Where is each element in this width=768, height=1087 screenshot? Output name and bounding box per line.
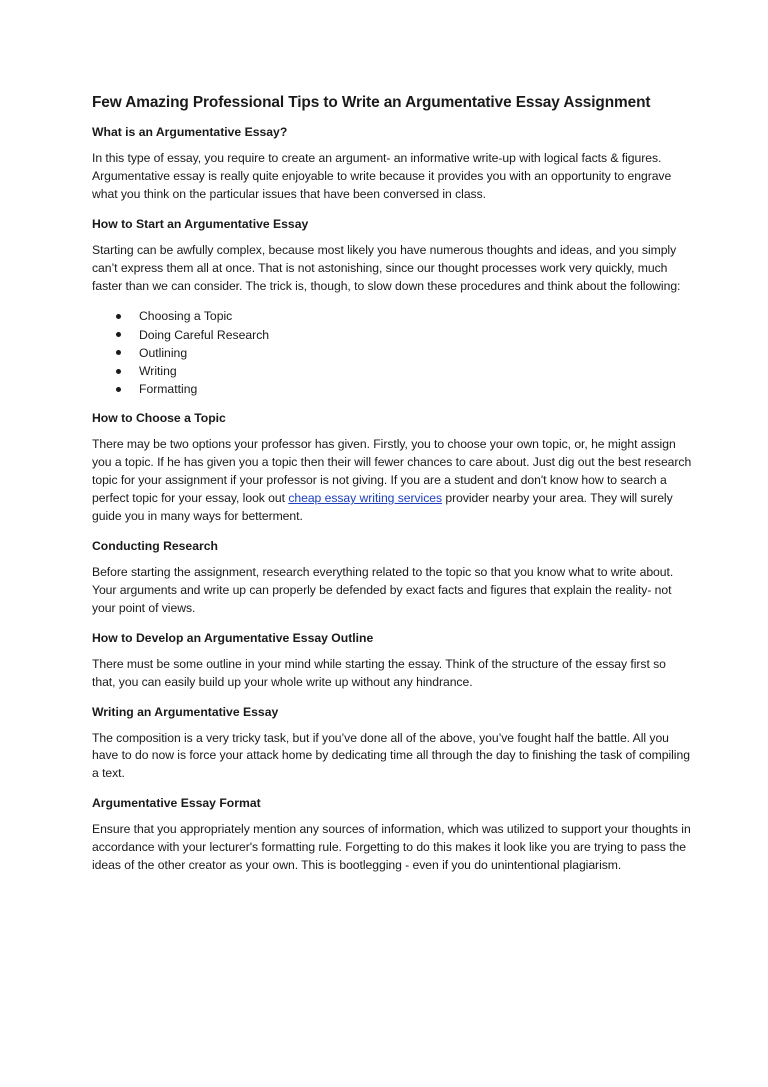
section-paragraph: Ensure that you appropriately mention any sources of information, which was utilized to support your thoughts in accordance with your lecturer's formatting rule. Forgetting to do this makes it look like you are trying to pass the ideas of the other creator as your own. This is bootlegging - even if you do unintentional plagiarism.	[92, 822, 691, 873]
section-heading: Conducting Research	[92, 538, 218, 553]
section-paragraph	[92, 436, 692, 526]
bullet-icon	[116, 387, 121, 392]
section-heading: What is an Argumentative Essay?	[92, 125, 288, 139]
section-paragraph: In this type of essay, you require to create an argument- an informative write-up with logical facts & figures. Argumentative essay is really quite enjoyable to write because it provides you with an opportunity to engrave what you think on the particular issues that have been conversed in class.	[92, 151, 672, 201]
bullet-icon	[116, 369, 121, 374]
section-format	[92, 795, 692, 875]
section-writing	[92, 704, 692, 784]
list-item-label: Formatting	[139, 382, 198, 397]
section-how-to-start	[92, 216, 692, 399]
list-item	[92, 326, 692, 344]
list-item-label: Writing	[139, 364, 177, 379]
list-item-label: Doing Careful Research	[139, 327, 270, 342]
paragraph-text: provider nearby your area. They will surely guide you in many ways for betterment.	[92, 491, 673, 524]
section-outline	[92, 630, 692, 692]
bullet-list	[92, 307, 692, 398]
section-what-is	[92, 124, 692, 204]
section-heading: How to Choose a Topic	[92, 411, 226, 426]
section-research	[92, 538, 692, 618]
document-title: Few Amazing Professional Tips to Write an Argumentative Essay Assignment	[92, 94, 651, 111]
section-paragraph: The composition is a very tricky task, but if you’ve done all of the above, you’ve fought half the battle. All you have to do now is force your attack home by dedicating time all through the day to finishing the task of compiling a text.	[92, 730, 690, 781]
section-heading: Writing an Argumentative Essay	[92, 704, 279, 719]
paragraph-text: There may be two options your professor has given. Firstly, you to choose your own topic, or, he might assign you a topic. If he has given you a topic then their will fewer chances to care about. Just dig out the best research topic for your assignment if your professor is not giving. If you are a student and don't know how to search a perfect topic for your essay, look out	[92, 437, 692, 506]
list-item-label: Outlining	[139, 345, 188, 360]
section-heading: How to Start an Argumentative Essay	[92, 216, 309, 231]
section-paragraph: Starting can be awfully complex, because most likely you have numerous thoughts and ideas, and you simply can’t express them all at once. That is not astonishing, since our thought processes work very quickly, much faster than we can consider. The trick is, though, to slow down these procedures and think about the following:	[92, 242, 681, 293]
section-paragraph: There must be some outline in your mind while starting the essay. Think of the structure of the essay first so that, you can easily build up your whole write up without any hindrance.	[92, 656, 666, 689]
bullet-icon	[116, 350, 121, 355]
bullet-icon	[116, 332, 121, 337]
list-item	[92, 344, 692, 362]
bullet-icon	[116, 314, 121, 319]
list-item	[92, 380, 692, 398]
cheap-essay-writing-services-link[interactable]: cheap essay writing services	[288, 491, 443, 506]
section-heading: Argumentative Essay Format	[92, 796, 261, 811]
section-choose-topic	[92, 410, 692, 526]
list-item	[92, 362, 692, 380]
section-heading: How to Develop an Argumentative Essay Outline	[92, 630, 374, 645]
document-page	[92, 94, 692, 887]
list-item-label: Choosing a Topic	[139, 309, 233, 324]
section-paragraph: Before starting the assignment, research everything related to the topic so that you know what to write about. Your arguments and write up can properly be defended by exact facts and figures that explain the reality- not your point of views.	[92, 564, 674, 615]
list-item	[92, 307, 692, 325]
